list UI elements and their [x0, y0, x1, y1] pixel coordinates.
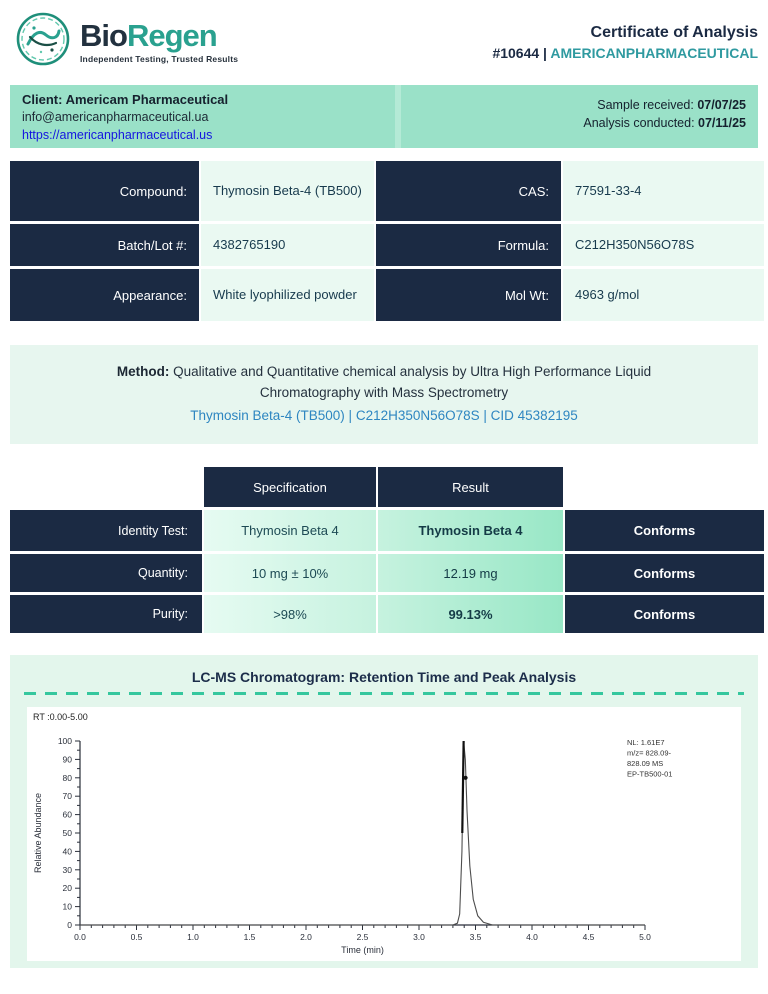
- quantity-spec: 10 mg ± 10%: [204, 554, 376, 592]
- chromatogram-title: LC-MS Chromatogram: Retention Time and Peak Analysis: [191, 669, 577, 685]
- quantity-status: Conforms: [565, 554, 764, 592]
- svg-text:0.0: 0.0: [74, 932, 86, 942]
- molwt-value: 4963 g/mol: [563, 269, 764, 321]
- identity-test-status: Conforms: [565, 510, 764, 551]
- molwt-label: Mol Wt:: [376, 269, 561, 321]
- svg-text:1.5: 1.5: [243, 932, 256, 942]
- client-details: [22, 92, 228, 146]
- svg-text:Relative Abundance: Relative Abundance: [33, 792, 43, 874]
- results-header-spacer: [10, 467, 202, 507]
- cas-label: CAS:: [376, 161, 561, 221]
- formula-label: Formula:: [376, 224, 561, 266]
- brand-tagline: Independent Testing, Trusted Results: [80, 53, 239, 64]
- svg-text:2.0: 2.0: [300, 932, 312, 942]
- svg-text:30: 30: [62, 864, 72, 875]
- bioregen-logo: [14, 10, 238, 73]
- analysis-conducted-row: Analysis conducted: 07/11/25: [583, 116, 746, 131]
- svg-text:3.0: 3.0: [413, 932, 425, 942]
- specification-header: Specification: [204, 467, 376, 507]
- batch-label: Batch/Lot #:: [10, 224, 199, 266]
- certificate-client-name: AMERICANPHARMACEUTICAL: [550, 45, 758, 61]
- svg-text:1.0: 1.0: [187, 932, 199, 942]
- purity-status: Conforms: [565, 595, 764, 633]
- band-divider: [395, 85, 401, 148]
- svg-text:Time (min): Time (min): [341, 945, 384, 955]
- result-header: Result: [378, 467, 563, 507]
- compound-info-table: [10, 161, 758, 321]
- svg-text:828.09 MS: 828.09 MS: [627, 759, 664, 768]
- svg-text:EP-TB500-01: EP-TB500-01: [627, 769, 673, 779]
- svg-text:m/z= 828.09-: m/z= 828.09-: [627, 748, 671, 758]
- identity-test-result: Thymosin Beta 4: [378, 510, 563, 551]
- results-header-spacer: [565, 467, 764, 507]
- chromatogram-section: [10, 655, 758, 968]
- svg-text:10: 10: [62, 901, 72, 912]
- compound-reference-link[interactable]: Thymosin Beta-4 (TB500) | C212H350N56O78S | CID 45382195: [190, 407, 578, 423]
- bioregen-wordmark: [80, 17, 239, 64]
- purity-label: Purity:: [10, 595, 202, 633]
- purity-result: 99.13%: [378, 595, 563, 633]
- svg-text:0.5: 0.5: [130, 932, 143, 942]
- bioregen-logo-icon: [14, 10, 72, 73]
- chromatogram-plot: [27, 707, 741, 961]
- client-name: Client: Americam Pharmaceutical: [22, 92, 229, 107]
- svg-text:40: 40: [62, 846, 72, 857]
- brand-name: BioRegen: [80, 17, 217, 53]
- svg-text:100: 100: [57, 736, 72, 746]
- sample-received-row: Sample received: 07/07/25: [597, 98, 746, 112]
- certificate-header: [492, 24, 758, 61]
- cas-value: 77591-33-4: [563, 161, 764, 221]
- formula-value: C212H350N56O78S: [563, 224, 764, 266]
- svg-text:70: 70: [62, 791, 72, 802]
- results-table: [10, 467, 758, 633]
- certificate-title: Certificate of Analysis: [590, 24, 758, 41]
- svg-text:2.5: 2.5: [356, 932, 369, 942]
- svg-text:0: 0: [67, 920, 72, 930]
- svg-text:4.0: 4.0: [526, 932, 538, 942]
- certificate-number: #10644 |: [492, 45, 547, 61]
- appearance-label: Appearance:: [10, 269, 199, 321]
- method-box: [10, 345, 758, 444]
- client-website-link[interactable]: https://americanpharmaceutical.us: [22, 128, 213, 143]
- certificate-subtitle: [492, 45, 758, 61]
- appearance-value: White lyophilized powder: [201, 269, 374, 321]
- svg-text:60: 60: [62, 809, 72, 820]
- dashed-divider: [24, 692, 744, 695]
- batch-value: 4382765190: [201, 224, 374, 266]
- svg-text:4.5: 4.5: [582, 932, 595, 942]
- identity-test-label: Identity Test:: [10, 510, 202, 551]
- compound-value: Thymosin Beta-4 (TB500): [201, 161, 374, 221]
- compound-label: Compound:: [10, 161, 199, 221]
- svg-text:50: 50: [62, 828, 72, 838]
- client-email: info@americanpharmaceutical.ua: [22, 109, 209, 124]
- analysis-conducted-date: 07/11/25: [698, 116, 746, 131]
- quantity-label: Quantity:: [10, 554, 202, 592]
- purity-spec: >98%: [204, 595, 376, 633]
- svg-text:5.0: 5.0: [639, 932, 651, 942]
- svg-text:90: 90: [62, 754, 72, 765]
- analysis-dates: [583, 96, 746, 132]
- client-info-band: [10, 85, 758, 148]
- method-text: Method: Qualitative and Quantitative chemical analysis by Ultra High Performance Liquid Chromatography with Mass Spectrometry: [116, 364, 652, 401]
- chromatogram-chart: [27, 707, 741, 961]
- svg-text:RT :0.00-5.00: RT :0.00-5.00: [33, 712, 88, 722]
- identity-test-spec: Thymosin Beta 4: [204, 510, 376, 551]
- svg-text:20: 20: [62, 883, 72, 894]
- svg-text:80: 80: [62, 772, 72, 783]
- svg-text:NL: 1.61E7: NL: 1.61E7: [627, 738, 665, 747]
- sample-received-date: 07/07/25: [697, 98, 746, 112]
- svg-text:3.5: 3.5: [469, 932, 482, 942]
- quantity-result: 12.19 mg: [378, 554, 563, 592]
